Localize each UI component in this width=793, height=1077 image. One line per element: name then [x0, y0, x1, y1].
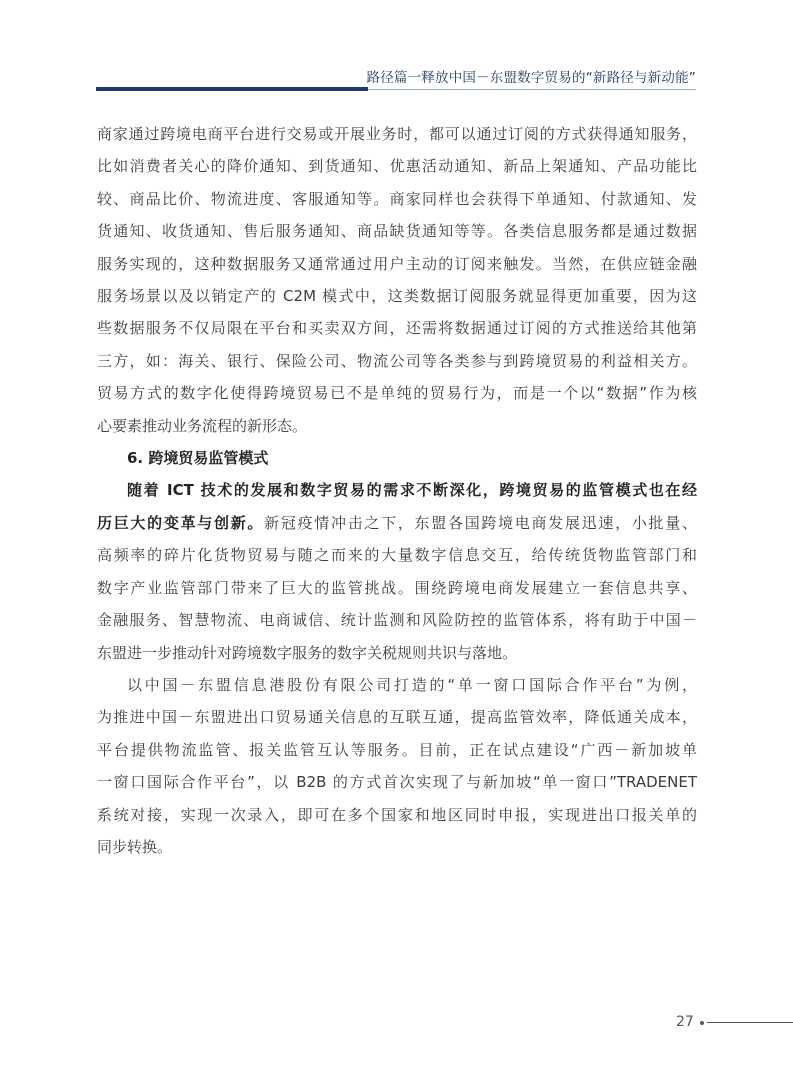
header-rule-accent: [96, 87, 368, 91]
text-line: 系统对接，实现一次录入，即可在多个国家和地区同时申报，实现进出口报关单的: [97, 805, 697, 824]
text-line: 货通知、收货通知、售后服务通知、商品缺货通知等等。各类信息服务都是通过数据: [97, 222, 697, 241]
text-line: 心要素推动业务流程的新形态。: [97, 416, 308, 435]
footer-rule: [707, 1022, 793, 1023]
text-line: 较、商品比价、物流进度、客服通知等。商家同样也会获得下单通知、付款通知、发: [97, 189, 697, 208]
text-line: 服务场景以及以销定产的 C2M 模式中，这类数据订阅服务就显得更加重要，因为这: [97, 287, 697, 306]
running-header-title: 路径篇一释放中国－东盟数字贸易的“新路径与新动能”: [366, 70, 696, 86]
text-line: 些数据服务不仅局限在平台和买卖双方间，还需将数据通过订阅的方式推送给其他第: [97, 319, 697, 338]
text-bold-fragment: 历巨大的变革与创新。: [97, 513, 265, 532]
text-line: 贸易方式的数字化使得跨境贸易已不是单纯的贸易行为，而是一个以“数据”作为核: [97, 384, 697, 403]
text-line: 为推进中国－东盟进出口贸易通关信息的互联互通，提高监管效率，降低通关成本，: [97, 708, 697, 727]
text-line: 同步转换。: [97, 837, 173, 856]
header-rule: [368, 89, 696, 90]
page-body: [97, 118, 697, 863]
text-fragment: 新冠疫情冲击之下，东盟各国跨境电商发展迅速，小批量、: [264, 513, 697, 532]
text-line-bold: 随着 ICT 技术的发展和数字贸易的需求不断深化，跨境贸易的监管模式也在经: [127, 481, 697, 500]
text-line: 数字产业监管部门带来了巨大的监管挑战。围绕跨境电商发展建立一套信息共享、: [97, 578, 697, 597]
page-number-dot: [700, 1021, 704, 1025]
text-line: 商家通过跨境电商平台进行交易或开展业务时，都可以通过订阅的方式获得通知服务，: [97, 125, 697, 143]
text-line: 三方，如：海关、银行、保险公司、物流公司等各类参与到跨境贸易的利益相关方。: [97, 351, 697, 370]
text-line: 一窗口国际合作平台”，以 B2B 的方式首次实现了与新加坡“单一窗口”TRADENET: [97, 773, 697, 792]
text-line: 服务实现的，这种数据服务又通常通过用户主动的订阅来触发。当然，在供应链金融: [97, 254, 697, 273]
text-line: 高频率的碎片化货物贸易与随之而来的大量数字信息交互，给传统货物监管部门和: [97, 546, 697, 565]
text-line-mixed: [97, 507, 697, 539]
text-line: 比如消费者关心的降价通知、到货通知、优惠活动通知、新品上架通知、产品功能比: [97, 157, 697, 176]
section-heading: 6. 跨境贸易监管模式: [127, 449, 269, 468]
text-line: 东盟进一步推动针对跨境数字服务的数字关税规则共识与落地。: [97, 643, 518, 662]
text-line: 以中国－东盟信息港股份有限公司打造的“单一窗口国际合作平台”为例，: [127, 675, 697, 694]
paragraph-regulatory-model: [97, 474, 697, 668]
text-line: 平台提供物流监管、报关监管互认等服务。目前，正在试点建设“广西－新加坡单: [97, 740, 697, 759]
paragraph-subscription-services: [97, 118, 697, 442]
paragraph-single-window-platform: [97, 669, 697, 863]
page-number: 27: [676, 1014, 694, 1030]
text-line: 金融服务、智慧物流、电商诚信、统计监测和风险防控的监管体系，将有助于中国－: [97, 611, 697, 630]
